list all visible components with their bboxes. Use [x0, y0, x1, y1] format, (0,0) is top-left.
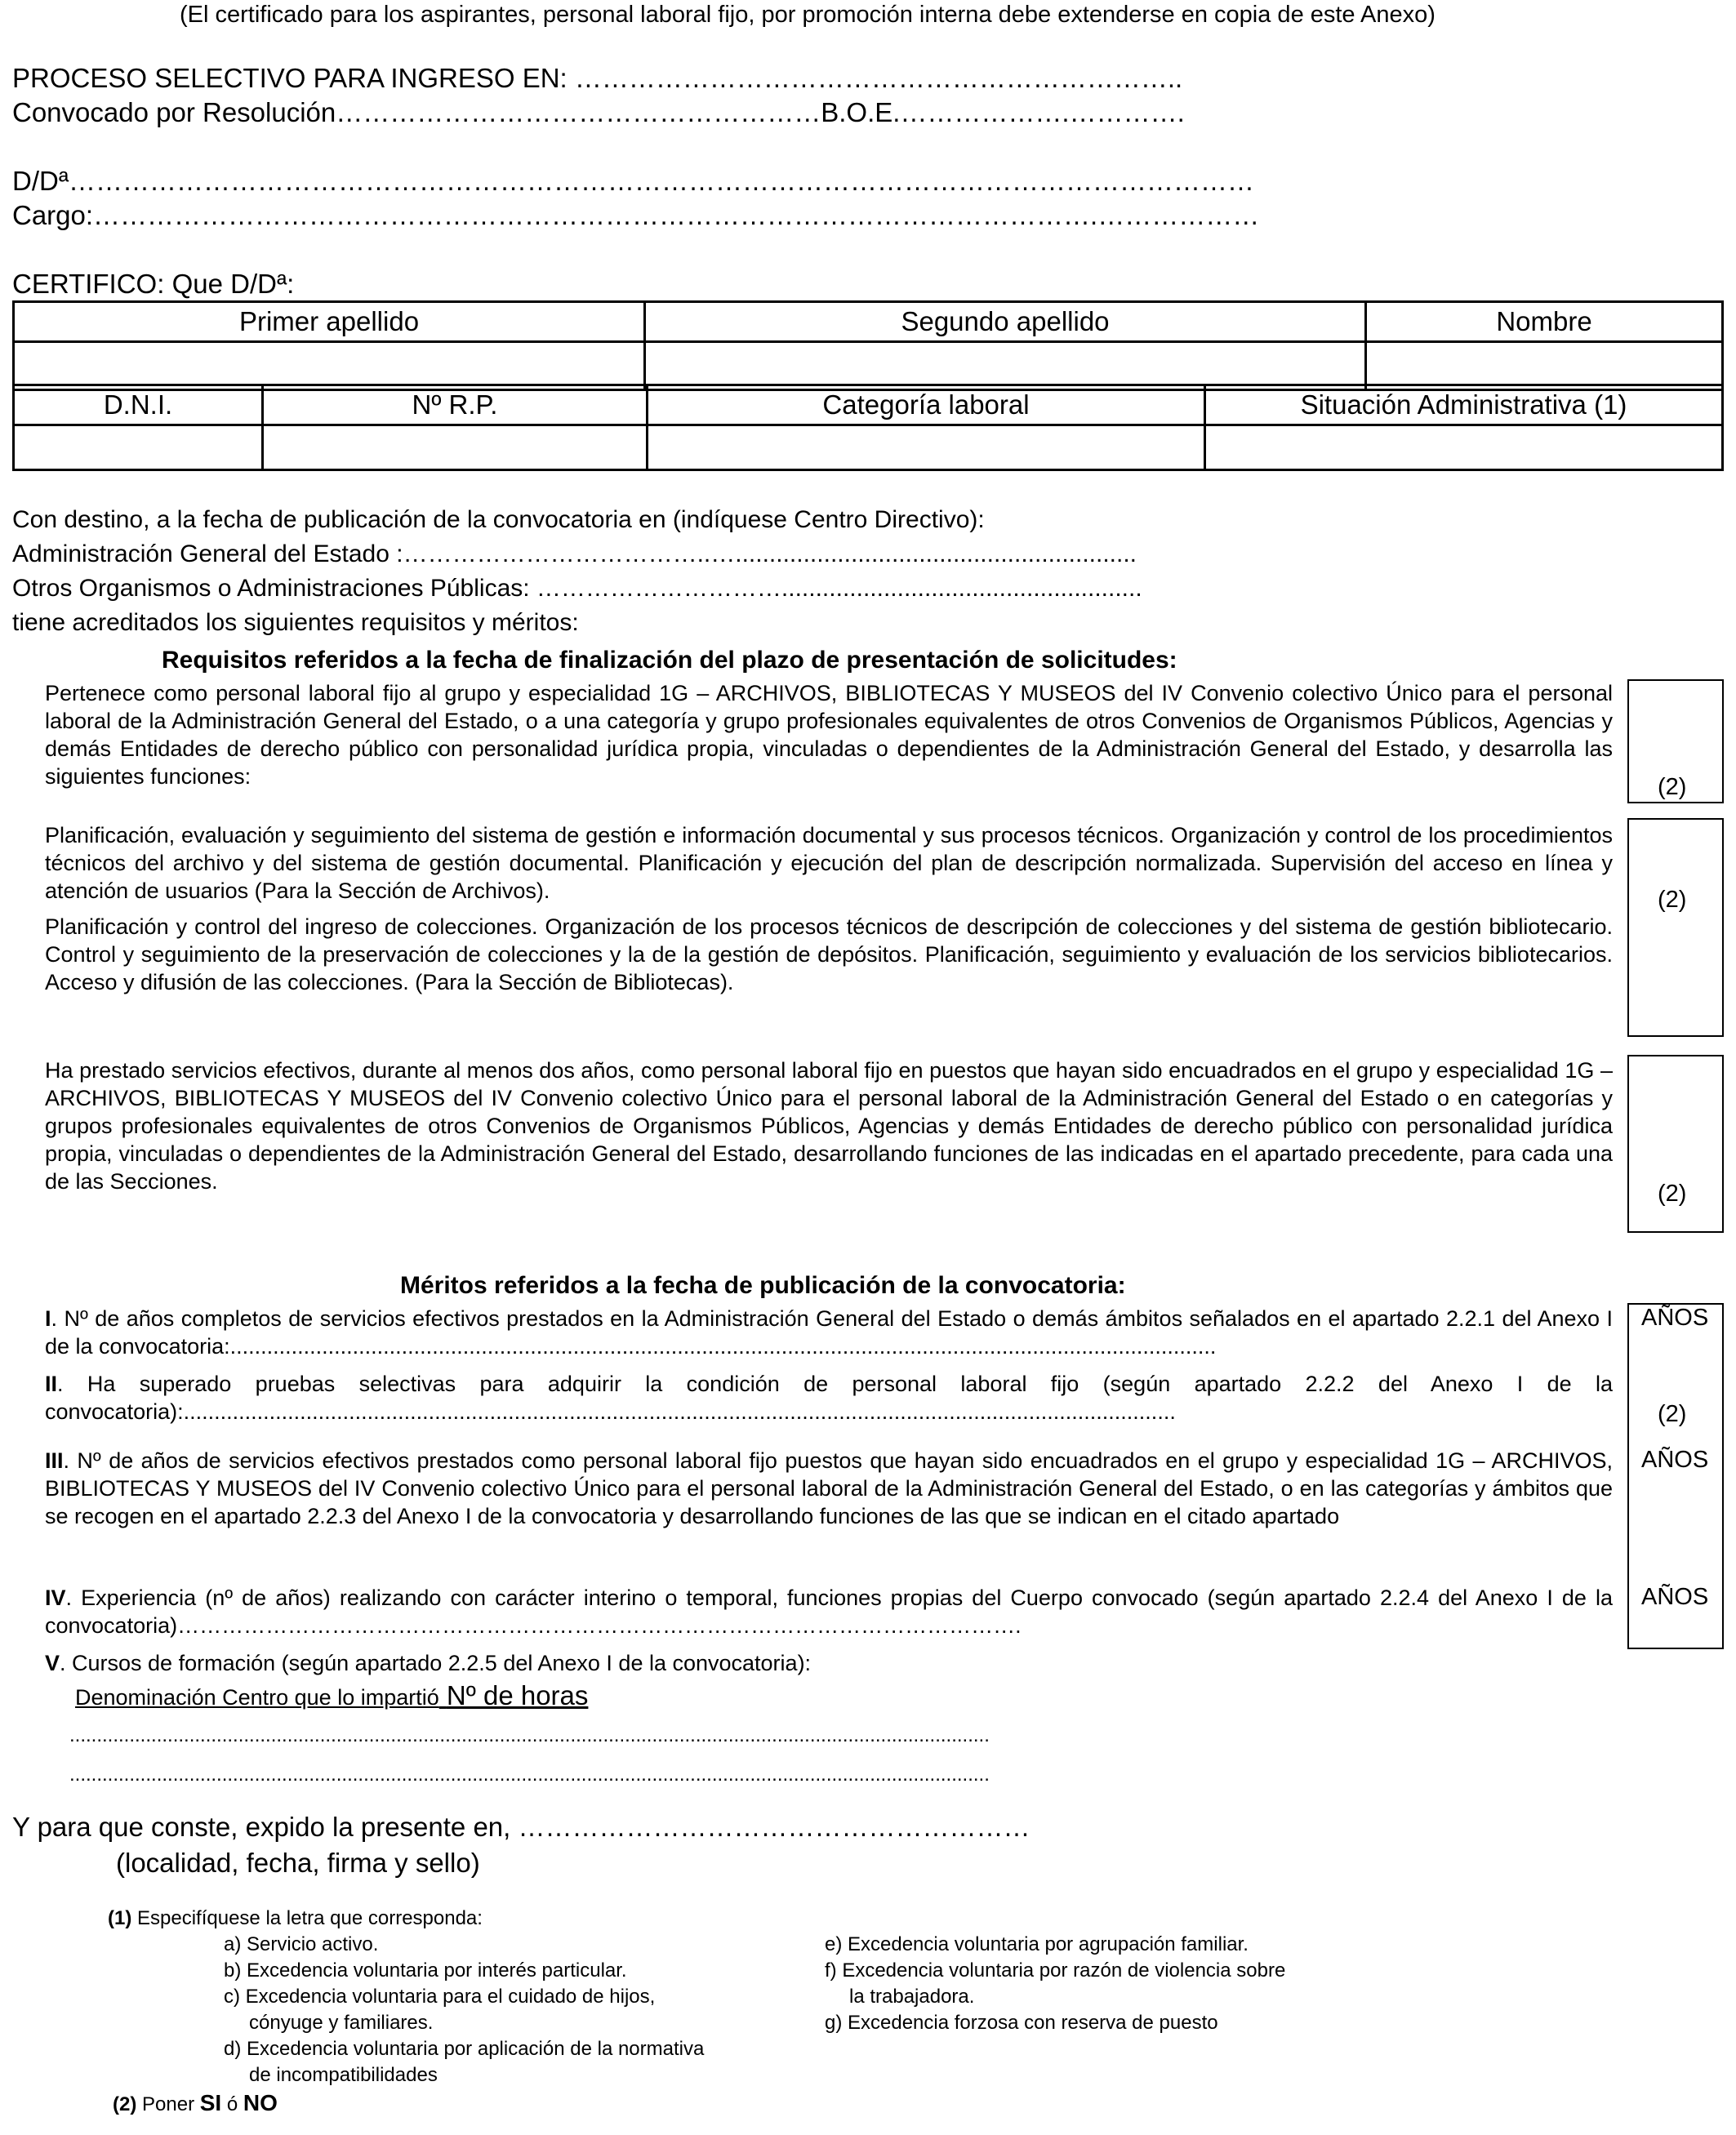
- note-1-label: (1): [108, 1907, 132, 1929]
- note-d2: de incompatibilidades: [249, 2064, 438, 2086]
- field-nrp[interactable]: [263, 425, 648, 470]
- cursos-dots-2[interactable]: .........................................................................................................................................................................: [69, 1764, 990, 1786]
- field-dni[interactable]: [14, 425, 263, 470]
- merito-iv-text: . Experiencia (nº de años) realizando con carácter interino o temporal, funciones propias del Cuerpo convocado (según apartado 2.2.4 del Anexo I de la convocatoria)…………………………………………………………………………………………………….: [45, 1586, 1613, 1638]
- field-categoria[interactable]: [648, 425, 1205, 470]
- note-1-text: Especifíquese la letra que corresponda:: [131, 1907, 483, 1929]
- merito-ii-num: II: [45, 1372, 58, 1396]
- merito-i-num: I: [45, 1306, 51, 1331]
- destino-line-2: Administración General del Estado :………………………………..…...........................................................: [12, 540, 1137, 567]
- dd-line: D/Dª……………………………………………………………………………………………………………………: [12, 166, 1255, 196]
- requisitos-p3: Ha prestado servicios efectivos, durante al menos dos años, como personal laboral fijo en puestos que hayan sido encuadrados en el grupo y especialidad 1G – ARCHIVOS, BIBLIOTECAS Y MUSEOS del IV Convenio colectivo Único para el personal laboral de la Administración General del Estado o en categorías y grupos profesionales equivalentes de otros Convenios de Organismos Públicos, Agencias y demás Entidades de derecho público con personalidad jurídica propia, vinculadas o dependientes de la Administración General del Estado, desarrollando funciones de las indicadas en el apartado precedente, para cada una de las Secciones.: [45, 1058, 1613, 1194]
- certifico-line: CERTIFICO: Que D/Dª:: [12, 269, 295, 299]
- meritos-heading: Méritos referidos a la fecha de publicación de la convocatoria:: [400, 1272, 1126, 1299]
- note-2-si: SI: [199, 2090, 222, 2115]
- personal-data-table-2: [12, 384, 1724, 471]
- merito-ii: [45, 1370, 1613, 1426]
- merito-i-text: . Nº de años completos de servicios efectivos prestados en la Administración General del Estado o demás ámbitos señalados en el apartado 2.2.1 del Anexo I de la convocatoria:.................................................................................................................................................................: [45, 1306, 1613, 1359]
- cursos-dots-1[interactable]: .........................................................................................................................................................................: [69, 1724, 990, 1746]
- requisitos-p2a: Planificación, evaluación y seguimiento del sistema de gestión e información documental y sus procesos técnicos. Organización y control de los procedimientos técnicos del archivo y del sistema de gestión documental. Planificación y ejecución del plan de descripción normalizada. Supervisión del acceso en línea y atención de usuarios (Para la Sección de Archivos).: [45, 823, 1613, 903]
- note-c2: cónyuge y familiares.: [249, 2012, 434, 2034]
- requisitos-p2b: Planificación y control del ingreso de colecciones. Organización de los procesos técnicos de descripción de colecciones y del sistema de gestión bibliotecario. Control y seguimiento de la preservación de colecciones y la de la gestión de depósitos. Planificación, seguimiento y evaluación de los servicios bibliotecarios. Acceso y difusión de las colecciones. (Para la Sección de Bibliotecas).: [45, 914, 1613, 994]
- note-1: [108, 1906, 483, 1932]
- merito-v-text: . Cursos de formación (según apartado 2.2.5 del Anexo I de la convocatoria):: [60, 1651, 812, 1675]
- requisito-2-box-label: (2): [1658, 887, 1687, 913]
- note-f1: f) Excedencia voluntaria por razón de violencia sobre: [825, 1959, 1286, 1982]
- merito-ii-box-label: (2): [1658, 1401, 1687, 1427]
- merito-v-num: V: [45, 1651, 60, 1675]
- merito-iv: [45, 1584, 1613, 1639]
- note-a: a) Servicio activo.: [224, 1933, 379, 1955]
- merito-iii-text: . Nº de años de servicios efectivos prestados como personal laboral fijo puestos que hayan sido encuadrados en el grupo y especialidad 1G – ARCHIVOS, BIBLIOTECAS Y MUSEOS del IV Convenio colectivo Único para el personal laboral de la Administración General del Estado, o en las categorías y ámbitos que se recogen en el apartado 2.2.3 del Anexo I de la convocatoria y desarrollando funciones de las que se indican en el citado apartado: [45, 1448, 1613, 1528]
- col-situacion: Situación Administrativa (1): [1205, 385, 1723, 425]
- note-b: b) Excedencia voluntaria por interés particular.: [224, 1959, 627, 1982]
- destino-line-4: tiene acreditados los siguientes requisitos y méritos:: [12, 609, 579, 636]
- merito-i: [45, 1305, 1613, 1360]
- field-primer-apellido[interactable]: [14, 342, 645, 390]
- col-nrp: Nº R.P.: [263, 385, 648, 425]
- col-categoria: Categoría laboral: [648, 385, 1205, 425]
- personal-data-table-1: [12, 300, 1724, 391]
- cursos-col-horas: Nº de horas: [446, 1680, 589, 1710]
- destino-line-1: Con destino, a la fecha de publicación de la convocatoria en (indíquese Centro Directivo):: [12, 506, 985, 533]
- merito-iii-anos-label: AÑOS: [1641, 1447, 1709, 1473]
- proceso-line: PROCESO SELECTIVO PARA INGRESO EN: …………………………………………………………..: [12, 63, 1183, 93]
- note-f2: la trabajadora.: [849, 1986, 975, 2008]
- note-e: e) Excedencia voluntaria por agrupación familiar.: [825, 1933, 1249, 1955]
- merito-iii: [45, 1447, 1613, 1530]
- cursos-col-denominacion: Denominación Centro que lo impartió: [75, 1685, 439, 1710]
- requisito-2-box[interactable]: [1627, 818, 1724, 1037]
- field-situacion[interactable]: [1205, 425, 1723, 470]
- field-segundo-apellido[interactable]: [645, 342, 1366, 390]
- requisitos-heading: Requisitos referidos a la fecha de finalización del plazo de presentación de solicitudes:: [162, 647, 1177, 674]
- note-2-label: (2): [113, 2093, 137, 2115]
- merito-iii-num: III: [45, 1448, 64, 1473]
- cargo-line: Cargo:………………………………………………………………………………………………….………………: [12, 200, 1260, 230]
- field-nombre[interactable]: [1366, 342, 1723, 390]
- merito-iv-anos-label: AÑOS: [1641, 1584, 1709, 1610]
- merito-iv-num: IV: [45, 1586, 66, 1610]
- merito-ii-text: . Ha superado pruebas selectivas para adquirir la condición de personal laboral fijo (según apartado 2.2.2 del Anexo I de la convocatoria):..................................................................................................................................................................: [45, 1372, 1613, 1424]
- col-segundo-apellido: Segundo apellido: [645, 302, 1366, 342]
- note-2-no: NO: [243, 2090, 278, 2115]
- requisito-1-box-label: (2): [1658, 774, 1687, 800]
- requisito-3-box-label: (2): [1658, 1181, 1687, 1207]
- note-c1: c) Excedencia voluntaria para el cuidado de hijos,: [224, 1986, 656, 2008]
- note-d1: d) Excedencia voluntaria por aplicación de la normativa: [224, 2038, 705, 2060]
- destino-line-3: Otros Organismos o Administraciones Públicas: ………………………….....................................................: [12, 575, 1142, 602]
- note-2: [113, 2090, 278, 2118]
- closing-line: Y para que conste, expido la presente en, …………………………………………………: [12, 1812, 1030, 1842]
- note-g: g) Excedencia forzosa con reserva de puesto: [825, 2012, 1218, 2034]
- col-primer-apellido: Primer apellido: [14, 302, 645, 342]
- header-note: (El certificado para los aspirantes, personal laboral fijo, por promoción interna debe extenderse en copia de este Anexo): [180, 2, 1436, 28]
- note-2-text-2: ó: [221, 2093, 243, 2115]
- convocado-line: Convocado por Resolución………………………………………………B.O.E.……………….………….: [12, 97, 1185, 127]
- cursos-header: [75, 1682, 588, 1711]
- col-dni: D.N.I.: [14, 385, 263, 425]
- col-nombre: Nombre: [1366, 302, 1723, 342]
- merito-i-anos-label: AÑOS: [1641, 1305, 1709, 1331]
- closing-subline: (localidad, fecha, firma y sello): [116, 1848, 480, 1878]
- note-2-text-1: Poner: [136, 2093, 200, 2115]
- merito-v: [45, 1649, 811, 1677]
- requisitos-p1: Pertenece como personal laboral fijo al grupo y especialidad 1G – ARCHIVOS, BIBLIOTECAS Y MUSEOS del IV Convenio colectivo Único para el personal laboral de la Administración General del Estado, o a una categoría y grupo profesionales equivalentes de otros Convenios de Organismos Públicos, Agencias y demás Entidades de derecho público con personalidad jurídica propia, vinculadas o dependientes de la Administración General del Estado, y desarrolla las siguientes funciones:: [45, 681, 1613, 789]
